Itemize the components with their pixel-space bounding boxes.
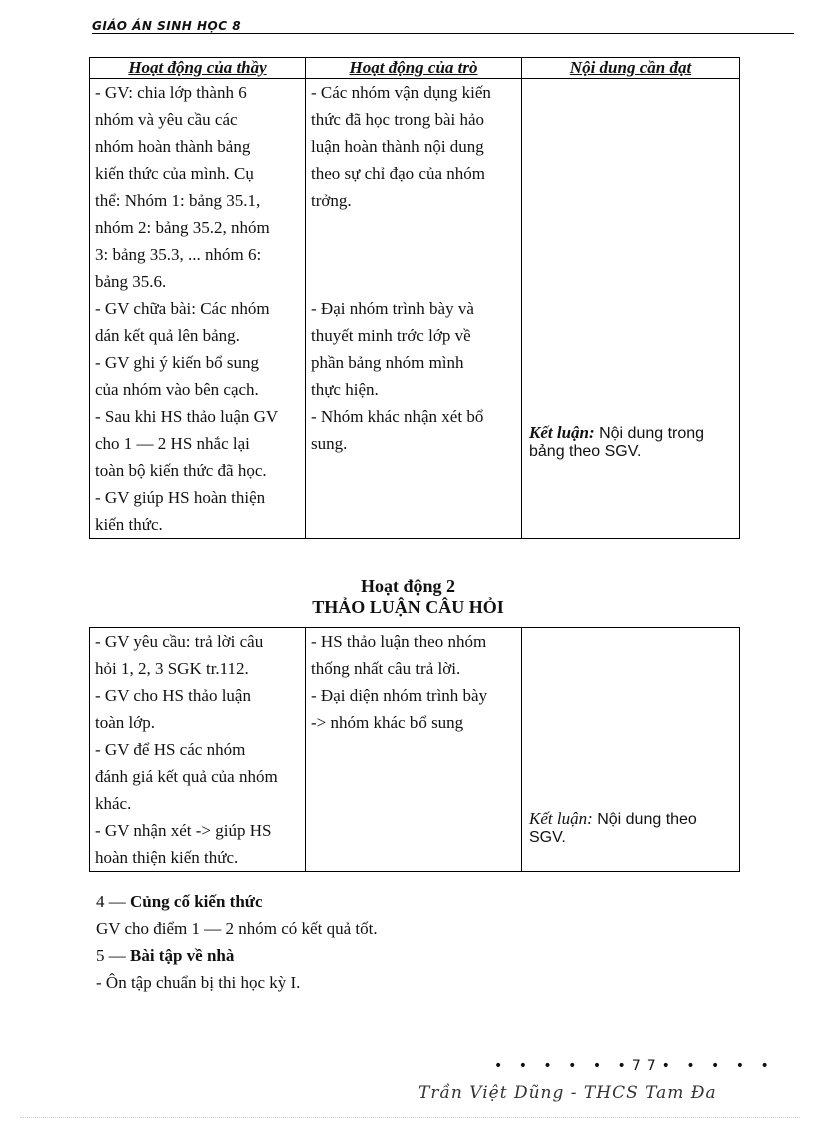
text-line: kiến thức. — [95, 515, 163, 534]
text-line: trởng. — [311, 191, 352, 210]
text-line: - GV chữa bài: Các nhóm — [95, 299, 270, 318]
conclusion-text: Kết luận: Nội dung trong bảng theo SGV. — [529, 423, 705, 460]
text-line: hỏi 1, 2, 3 SGK tr.112. — [95, 659, 249, 678]
text-line: theo sự chỉ đạo của nhóm — [311, 164, 485, 183]
section-4-text: GV cho điểm 1 — 2 nhóm có kết quả tốt. — [96, 919, 378, 938]
column-header-teacher: Hoạt động của thầy — [90, 58, 306, 79]
text-line: kiến thức của mình. Cụ — [95, 164, 254, 183]
text-line: thực hiện. — [311, 380, 379, 399]
text-line: - Nhóm khác nhận xét bổ — [311, 407, 484, 426]
section-5-heading: 5 — Bài tập về nhà — [96, 946, 235, 965]
text-line: thể: Nhóm 1: bảng 35.1, — [95, 191, 261, 210]
page-number: • • • • • •77• • • • • — [494, 1058, 775, 1074]
text-line: nhóm 2: bảng 35.2, nhóm — [95, 218, 270, 237]
text-line: toàn bộ kiến thức đã học. — [95, 461, 267, 480]
text-line: phần bảng nhóm mình — [311, 353, 464, 372]
text-line: - GV để HS các nhóm — [95, 740, 246, 759]
teacher-activity-cell — [90, 628, 306, 872]
text-line: - Sau khi HS thảo luận GV — [95, 407, 279, 426]
text-line: - GV giúp HS hoàn thiện — [95, 488, 266, 507]
text-line: thống nhất câu trả lời. — [311, 659, 461, 678]
text-line: bảng 35.6. — [95, 272, 167, 291]
section-5-title: Bài tập về nhà — [130, 946, 235, 965]
header-title: GIÁO ÁN SINH HỌC 8 — [92, 19, 242, 33]
text-line: nhóm và yêu cầu các — [95, 110, 238, 129]
text-line: luận hoàn thành nội dung — [311, 137, 484, 156]
activity-2-title: Hoạt động 2 — [360, 576, 456, 596]
text-line: - GV ghi ý kiến bổ sung — [95, 353, 260, 372]
conclusion-text: Kết luận: Nội dung theo SGV. — [529, 809, 697, 846]
text-line: toàn lớp. — [95, 713, 155, 732]
student-activity-cell — [306, 79, 522, 539]
activity-2-subtitle: THẢO LUẬN CÂU HỎI — [312, 597, 504, 617]
text-line: 3: bảng 35.3, ... nhóm 6: — [95, 245, 262, 264]
expected-content-cell — [522, 628, 740, 872]
section-4-heading: 4 — Củng cố kiến thức — [96, 892, 263, 911]
text-line: - Đại nhóm trình bày và — [311, 299, 474, 318]
text-line: - HS thảo luận theo nhóm — [311, 632, 487, 651]
text-line: thức đã học trong bài hảo — [311, 110, 485, 129]
footer-divider — [20, 1117, 800, 1118]
column-header-content: Nội dung cần đạt — [522, 58, 740, 79]
text-line: sung. — [311, 434, 348, 453]
text-line: -> nhóm khác bổ sung — [311, 713, 464, 732]
text-line: - GV cho HS thảo luận — [95, 686, 251, 705]
conclusion-label: Kết luận: — [529, 809, 593, 828]
text-line: - Đại diện nhóm trình bày — [311, 686, 488, 705]
text-line: thuyết minh trớc lớp về — [311, 326, 471, 345]
teacher-activity-cell — [90, 79, 306, 539]
table-row — [90, 628, 740, 872]
expected-content-cell — [522, 79, 740, 539]
header-divider — [92, 33, 794, 34]
text-line: đánh giá kết quả của nhóm — [95, 767, 278, 786]
table-header-row — [90, 58, 740, 79]
text-line: dán kết quả lên bảng. — [95, 326, 240, 345]
text-line: hoàn thiện kiến thức. — [95, 848, 239, 867]
table-row — [90, 79, 740, 539]
text-line: - Các nhóm vận dụng kiến — [311, 83, 491, 102]
text-line: - GV yêu cầu: trả lời câu — [95, 632, 264, 651]
text-line: - GV nhận xét -> giúp HS — [95, 821, 272, 840]
text-line: nhóm hoàn thành bảng — [95, 137, 251, 156]
section-5-text: - Ôn tập chuẩn bị thi học kỳ I. — [96, 973, 301, 992]
text-line: - GV: chia lớp thành 6 — [95, 83, 247, 102]
column-header-student: Hoạt động của trò — [306, 58, 522, 79]
section-4-title: Củng cố kiến thức — [130, 892, 263, 911]
activity-table-2 — [89, 627, 740, 872]
conclusion-label: Kết luận: — [529, 423, 595, 442]
text-line: của nhóm vào bên cạch. — [95, 380, 259, 399]
text-line: khác. — [95, 794, 132, 813]
text-line: cho 1 — 2 HS nhắc lại — [95, 434, 250, 453]
author-signature: Trần Việt Dũng - THCS Tam Đa — [418, 1083, 717, 1103]
student-activity-cell — [306, 628, 522, 872]
activity-table-1 — [89, 57, 740, 539]
